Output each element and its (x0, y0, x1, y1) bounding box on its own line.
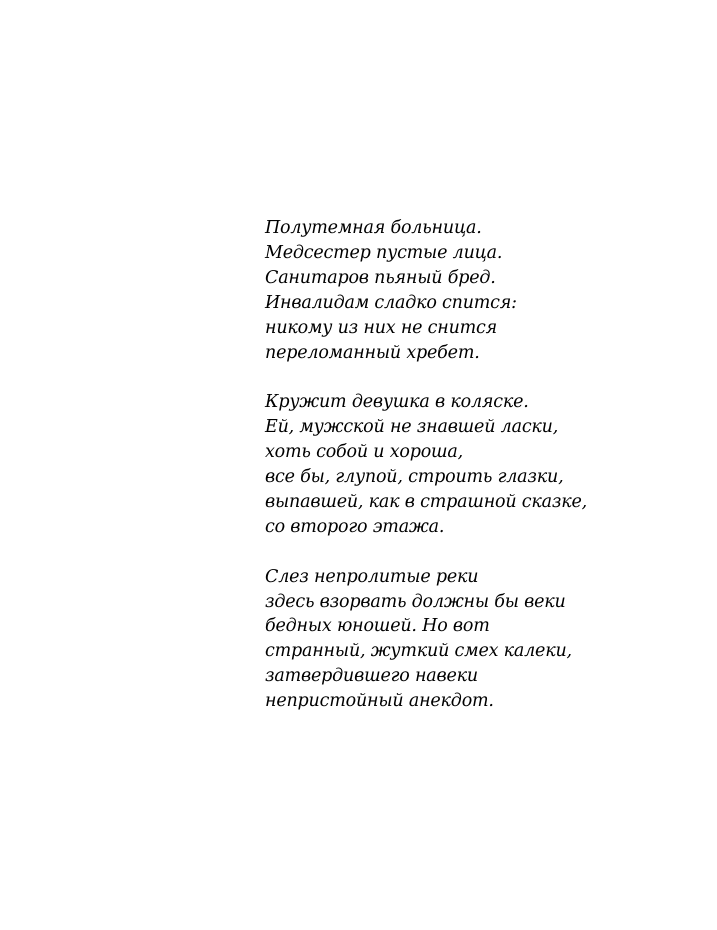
poem-line: Полутемная больница. (265, 218, 482, 238)
poem-line: со второго этажа. (265, 516, 445, 537)
poem-line: странный, жуткий смех калеки, (265, 641, 572, 662)
poem-line: Ей, мужской не знавшей ласки, (265, 417, 559, 438)
poem-line: затвердившего навеки (265, 666, 478, 687)
poem-line: переломанный хребет. (265, 342, 480, 363)
poem-line: хоть собой и хороша, (265, 442, 464, 463)
poem-line: Слез непролитые реки (265, 566, 479, 587)
poem-line: Медсестер пустые лица. (265, 242, 503, 263)
poem-line: бедных юношей. Но вот (265, 616, 490, 637)
stanza-3 (265, 565, 587, 714)
poem-line: выпавшей, как в страшной сказке, (265, 491, 588, 512)
stanza-2 (265, 390, 587, 539)
poem-line: Санитаров пьяный бред. (265, 267, 496, 288)
poem-line: все бы, глупой, строить глазки, (265, 467, 564, 488)
stanza-1 (265, 216, 587, 365)
poem-line: Инвалидам сладко спится: (265, 292, 517, 313)
poem-line: Кружит девушка в коляске. (265, 392, 529, 413)
poem-line: никому из них не снится (265, 317, 498, 338)
poem-line: непристойный анекдот. (265, 691, 494, 712)
poem-line: здесь взорвать должны бы веки (265, 591, 566, 612)
poem (265, 216, 587, 714)
